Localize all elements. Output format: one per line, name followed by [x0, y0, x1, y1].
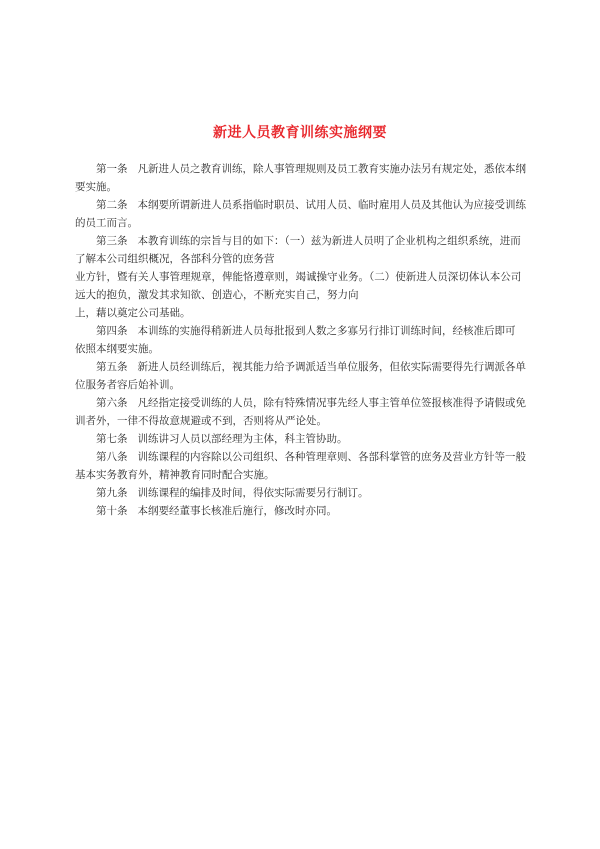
article-1-line: [75, 160, 535, 178]
article-8-line: [75, 448, 535, 466]
article-label: 第三条: [96, 235, 128, 247]
continuation-line: 远大的抱负，激发其求知欲、创造心，不断充实自己，努力向: [75, 289, 359, 301]
continuation-line: 了解本公司组织概况，各部科分管的庶务营: [75, 253, 275, 265]
continuation-line: 依照本纲要实施。: [75, 343, 159, 355]
article-9-line: [75, 484, 535, 502]
article-5-line: [75, 358, 535, 376]
continuation-line: 位服务者容后始补训。: [75, 379, 180, 391]
article-6-line: [75, 394, 535, 412]
article-10-line: [75, 502, 535, 520]
article-label: 第一条: [96, 163, 128, 175]
article-label: 第十条: [96, 505, 128, 517]
continuation-line: 上，藉以奠定公司基础。: [75, 307, 191, 319]
article-label: 第五条: [96, 361, 128, 373]
continuation-line: 要实施。: [75, 181, 117, 193]
document-title: 新进人员教育训练实施纲要: [213, 125, 387, 141]
article-text: 训练课程的内容除以公司组织、各种管理章则、各部科掌管的庶务及营业方针等一般: [137, 451, 526, 463]
article-text: 凡经指定接受训练的人员，除有特殊情况事先经人事主管单位签报核准得予请假或免: [137, 397, 526, 409]
article-text: 训练讲习人员以部经理为主体，科主管协助。: [137, 433, 348, 445]
article-label: 第六条: [96, 397, 128, 409]
article-4-line: [75, 322, 535, 340]
article-label: 第九条: [96, 487, 128, 499]
article-text: 训练课程的编排及时间，得依实际需要另行制订。: [137, 487, 369, 499]
article-2-line: [75, 196, 535, 214]
article-text: 本纲要所谓新进人员系指临时职员、试用人员、临时雇用人员及其他认为应接受训练: [137, 199, 526, 211]
continuation-line: 训者外，一律不得故意规避或不到，否则将从严论处。: [75, 415, 327, 427]
article-3-line: [75, 232, 535, 250]
article-text: 新进人员经训练后，视其能力给予调派适当单位服务，但依实际需要得先行调派各单: [137, 361, 526, 373]
article-label: 第四条: [96, 325, 128, 337]
continuation-line: 基本实务教育外，精神教育同时配合实施。: [75, 469, 275, 481]
article-7-line: [75, 430, 535, 448]
article-text: 本训练的实施得稍新进人员每批报到人数之多寡另行排订训练时间，经核准后即可: [137, 325, 516, 337]
continuation-line: 业方针，暨有关人事管理规章，俾能恪遵章则，竭诚操守业务。（二）使新进人员深切体认本公司: [75, 271, 522, 283]
article-text: 凡新进人员之教育训练，除人事管理规则及员工教育实施办法另有规定处，悉依本纲: [137, 163, 526, 175]
article-label: 第七条: [96, 433, 128, 445]
article-text: 本纲要经董事长核准后施行，修改时亦同。: [137, 505, 337, 517]
article-label: 第八条: [96, 451, 128, 463]
document-body: [75, 160, 535, 520]
article-text: 本教育训练的宗旨与目的如下：（一）兹为新进人员明了企业机构之组织系统，进而: [137, 235, 521, 247]
article-label: 第二条: [96, 199, 128, 211]
continuation-line: 的员工而言。: [75, 217, 138, 229]
